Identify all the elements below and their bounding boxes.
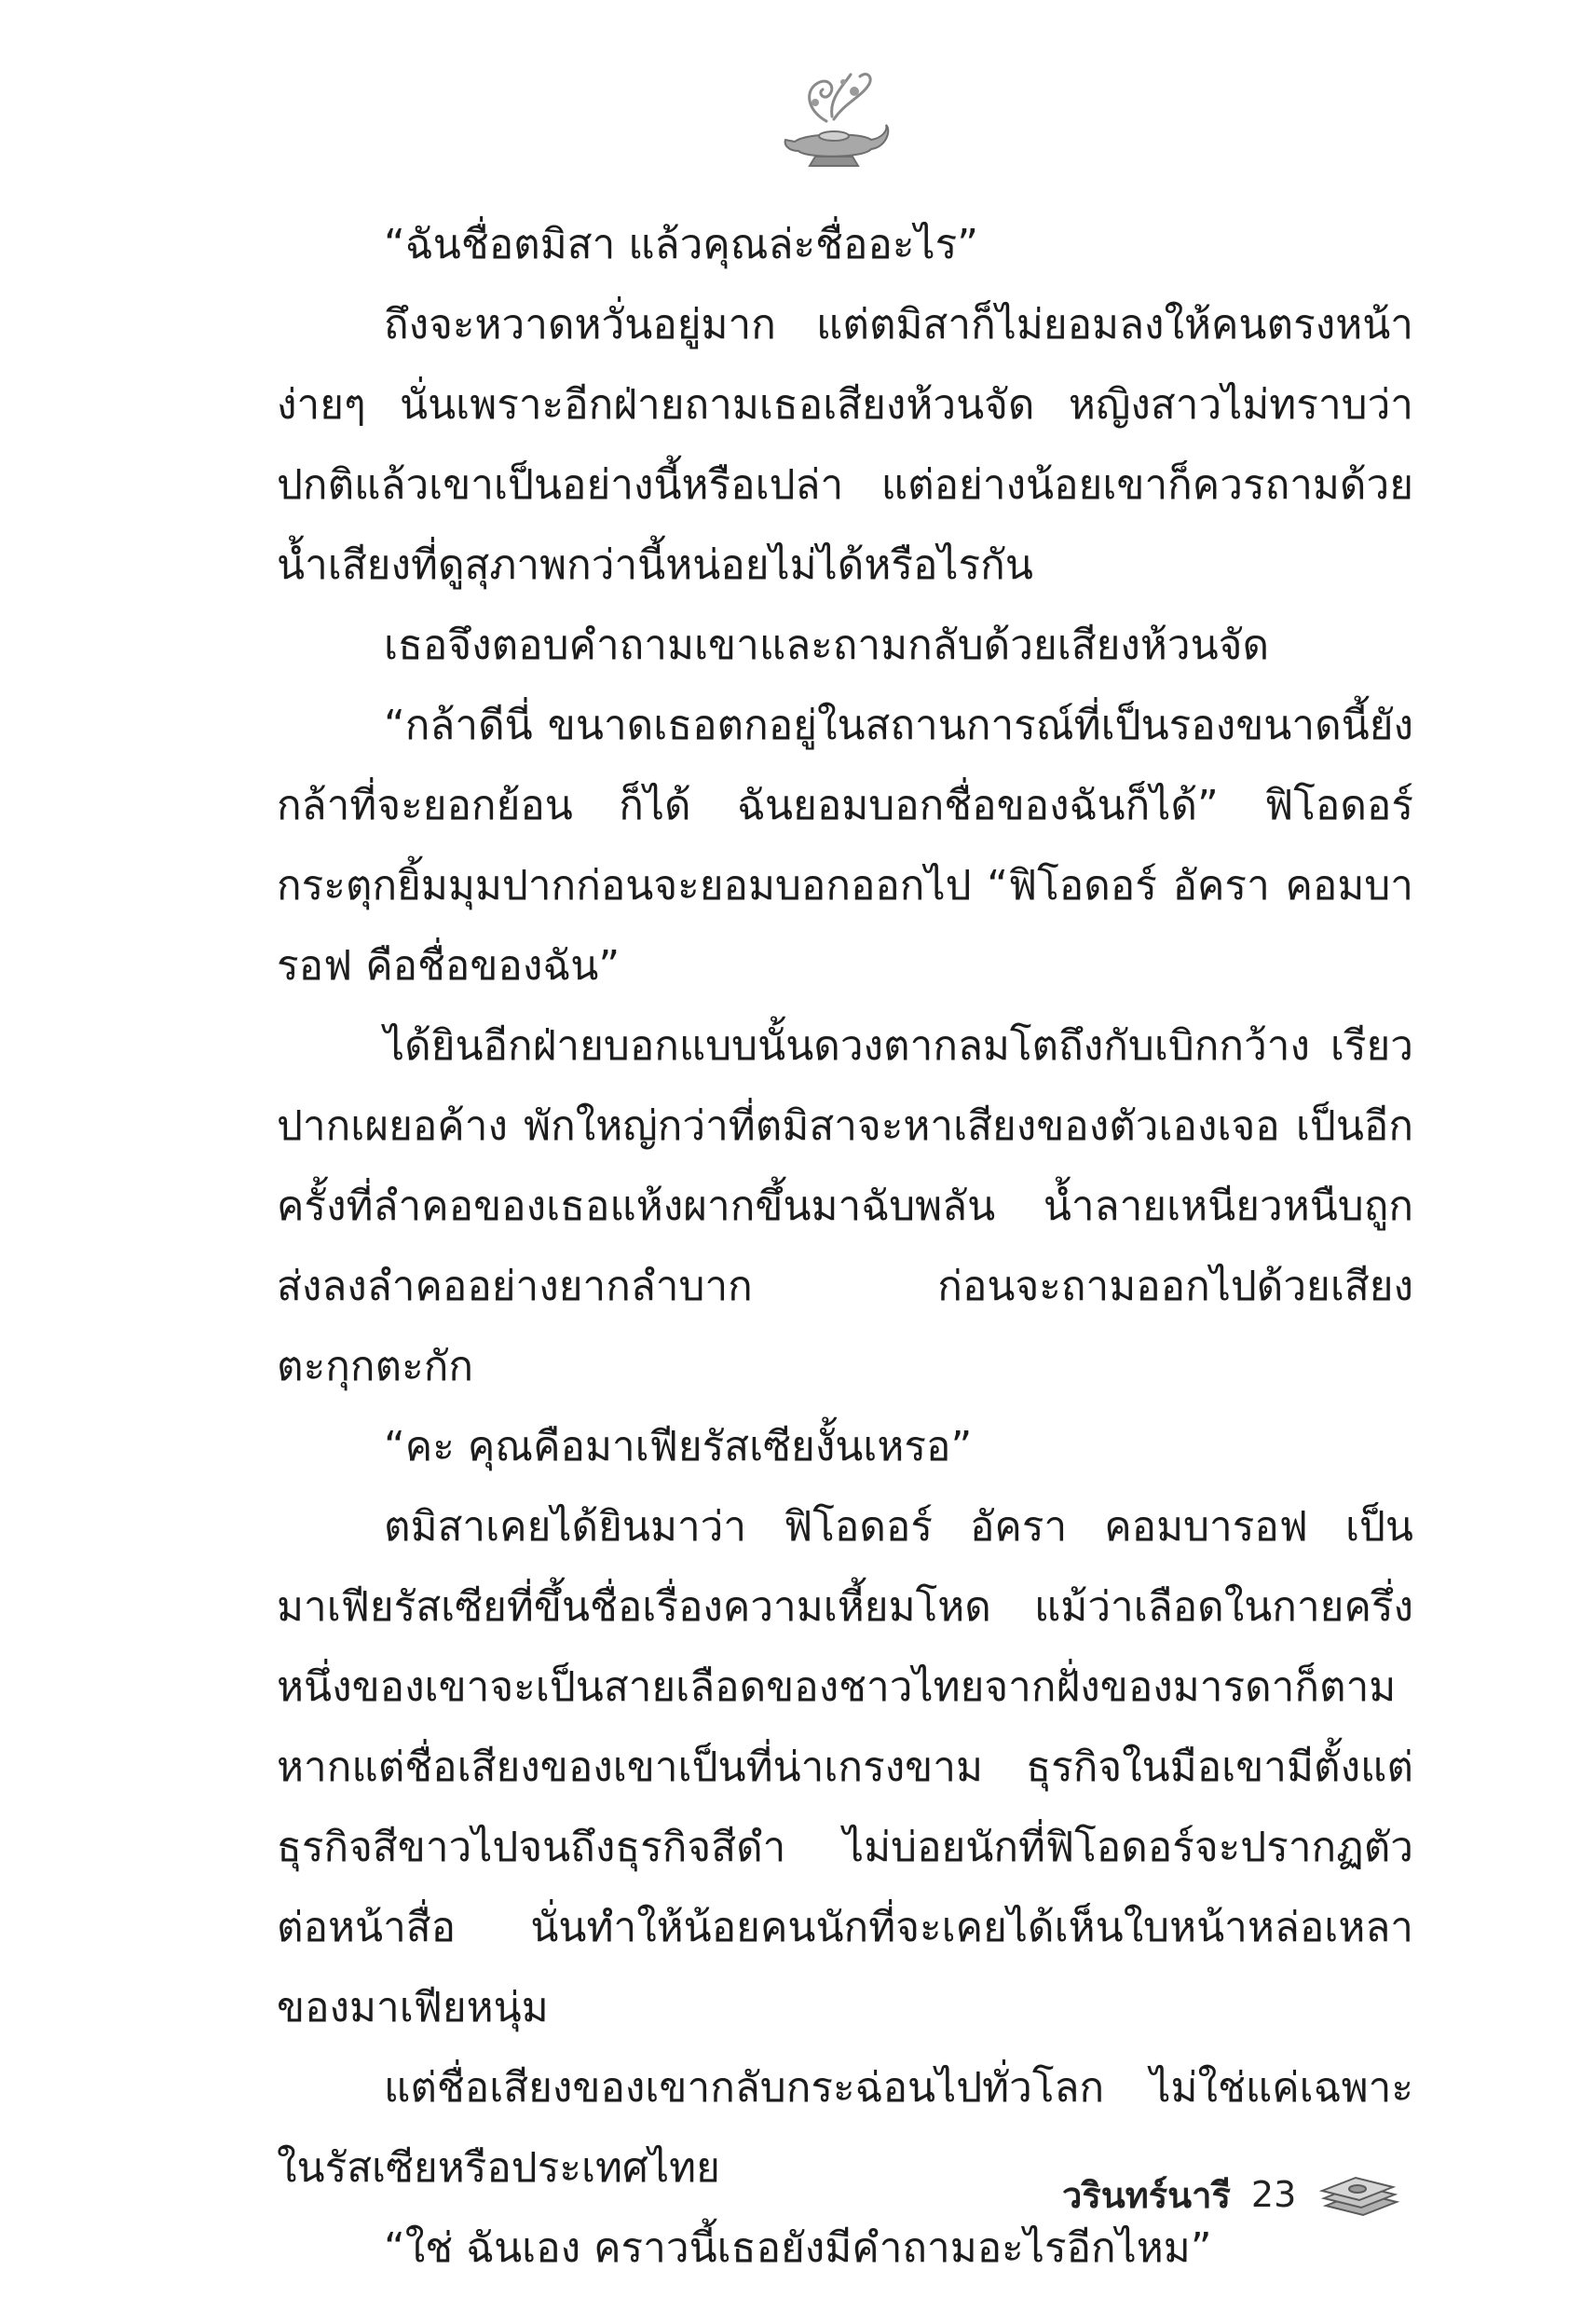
paragraph: แต่ชื่อเสียงของเขากลับกระฉ่อนไปทั่วโลก ไม่ใช่แค่เฉพาะในรัสเซียหรือประเทศไทย [277, 2064, 1413, 2192]
paragraph: “ฉันชื่อตมิสา แล้วคุณล่ะชื่ออะไร” [384, 221, 979, 268]
body-text [277, 205, 1413, 2289]
paragraph: เธอจึงตอบคำถามเขาและถามกลับด้วยเสียงห้วนจัด [384, 622, 1270, 669]
paragraph: “กล้าดีนี่ ขนาดเธอตกอยู่ในสถานการณ์ที่เป็นรองขนาดนี้ยังกล้าที่จะยอกย้อน ก็ได้ ฉันยอมบอกชื่อของฉันก็ได้” ฟิโอดอร์กระตุกยิ้มมุมปากก่อนจะยอมบอกออกไป “ฟิโอดอร์ อัครา คอมบารอฟ คือชื่อของฉัน” [277, 702, 1413, 990]
paragraph: ตมิสาเคยได้ยินมาว่า ฟิโอดอร์ อัครา คอมบารอฟ เป็นมาเฟียรัสเซียที่ขึ้นชื่อเรื่องความเหี้ยมโหด แม้ว่าเลือดในกายครึ่งหนึ่งของเขาจะเป็นสายเลือดของชาวไทยจากฝั่งของมารดาก็ตาม หากแต่ชื่อเสียงของเขาเป็นที่น่าเกรงขาม ธุรกิจในมือเขามีตั้งแต่ธุรกิจสีขาวไปจนถึงธุรกิจสีดำ ไม่บ่อยนักที่ฟิโอดอร์จะปรากฏตัวต่อหน้าสื่อ นั่นทำให้น้อยคนนักที่จะเคยได้เห็นใบหน้าหล่อเหลาของมาเฟียหนุ่ม [277, 1503, 1413, 2031]
paragraph: “ใช่ ฉันเอง คราวนี้เธอยังมีคำถามอะไรอีกไหม” [384, 2224, 1212, 2272]
publisher-brand: วรินทร์นารี [1062, 2174, 1231, 2216]
paragraph: “คะ คุณคือมาเฟียรัสเซียงั้นเหรอ” [384, 1423, 973, 1470]
paragraph: ถึงจะหวาดหวั่นอยู่มาก แต่ตมิสาก็ไม่ยอมลงให้คนตรงหน้าง่ายๆ นั่นเพราะอีกฝ่ายถามเธอเสียงห้วนจัด หญิงสาวไม่ทราบว่าปกติแล้วเขาเป็นอย่างนี้หรือเปล่า แต่อย่างน้อยเขาก็ควรถามด้วยน้ำเสียงที่ดูสุภาพกว่านี้หน่อยไม่ได้หรือไรกัน [277, 301, 1413, 589]
page-footer [1062, 2162, 1400, 2227]
paragraph: ได้ยินอีกฝ่ายบอกแบบนั้นดวงตากลมโตถึงกับเบิกกว้าง เรียวปากเผยอค้าง พักใหญ่กว่าที่ตมิสาจะหาเสียงของตัวเองเจอ เป็นอีกครั้งที่ลำคอของเธอแห้งผากขึ้นมาฉับพลัน น้ำลายเหนียวหนืบถูกส่งลงลำคออย่างยากลำบาก ก่อนจะถามออกไปด้วยเสียงตะกุกตะกัก [277, 1022, 1413, 1390]
magic-lamp-icon [778, 65, 890, 172]
page-number: 23 [1250, 2174, 1297, 2215]
money-stack-icon [1316, 2168, 1400, 2221]
